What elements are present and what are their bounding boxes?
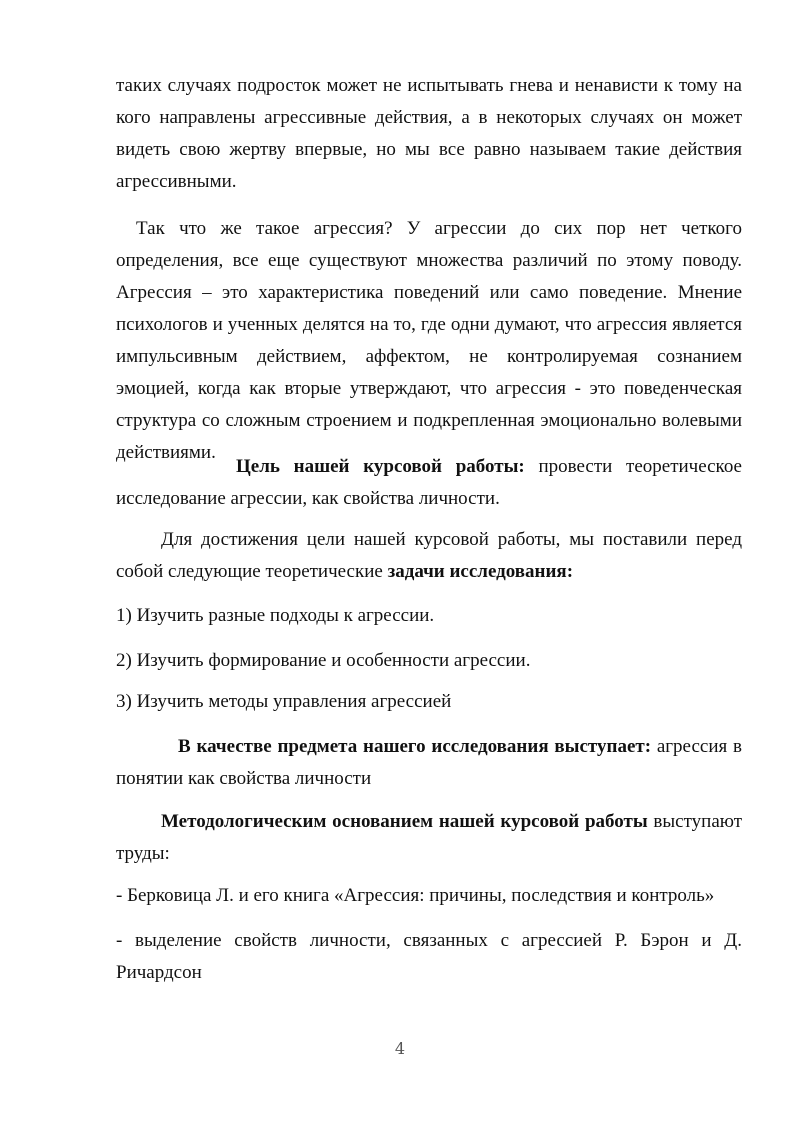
task-item-2: 2) Изучить формирование и особенности агрессии. [116,650,531,671]
paragraph-goal [116,451,742,515]
paragraph-subject [116,731,742,795]
methodology-heading: Методологическим основанием нашей курсовой работы [161,811,648,832]
subject-heading: В качестве предмета нашего исследования выступает: [178,736,652,757]
goal-text: провести теоретическое исследование агрессии, как свойства личности. [116,456,742,509]
methodology-item-1: - Берковица Л. и его книга «Агрессия: причины, последствия и контроль» [116,885,715,906]
tasks-heading: задачи исследования: [387,561,574,582]
paragraph-intro-continuation: таких случаях подросток может не испытывать гнева и ненависти к тому на кого направлены агрессивные действия, а в некоторых случаях он может видеть свою жертву впервые, но мы все равно называем такие действия агрессивными. [116,75,742,192]
page-number: 4 [394,1039,406,1058]
subject-text: агрессия в понятии как свойства личности [116,736,742,789]
methodology-item-2: - выделение свойств личности, связанных с агрессией Р. Бэрон и Д. Ричардсон [116,930,742,983]
tasks-intro-text: Для достижения цели нашей курсовой работы, мы поставили перед собой следующие теоретические [116,529,742,582]
paragraph-methodology [116,806,742,870]
methodology-text: выступают труды: [116,811,742,864]
paragraph-tasks-intro [116,524,742,588]
task-item-3: 3) Изучить методы управления агрессией [116,691,452,712]
task-item-1: 1) Изучить разные подходы к агрессии. [116,605,435,626]
paragraph-aggression-definition: Так что же такое агрессия? У агрессии до сих пор нет четкого определения, все еще существуют множества различий по этому поводу. Агрессия – это характеристика поведений или само поведение. Мнение психологов и ученных делятся на то, где одни думают, что агрессия является импульсивным действием, аффектом, не контролируемая сознанием эмоцией, когда как вторые утверждают, что агрессия - это поведенческая структура со сложным строением и подкрепленная эмоционально волевыми действиями. [116,218,742,463]
goal-heading: Цель нашей курсовой работы: [236,456,525,477]
